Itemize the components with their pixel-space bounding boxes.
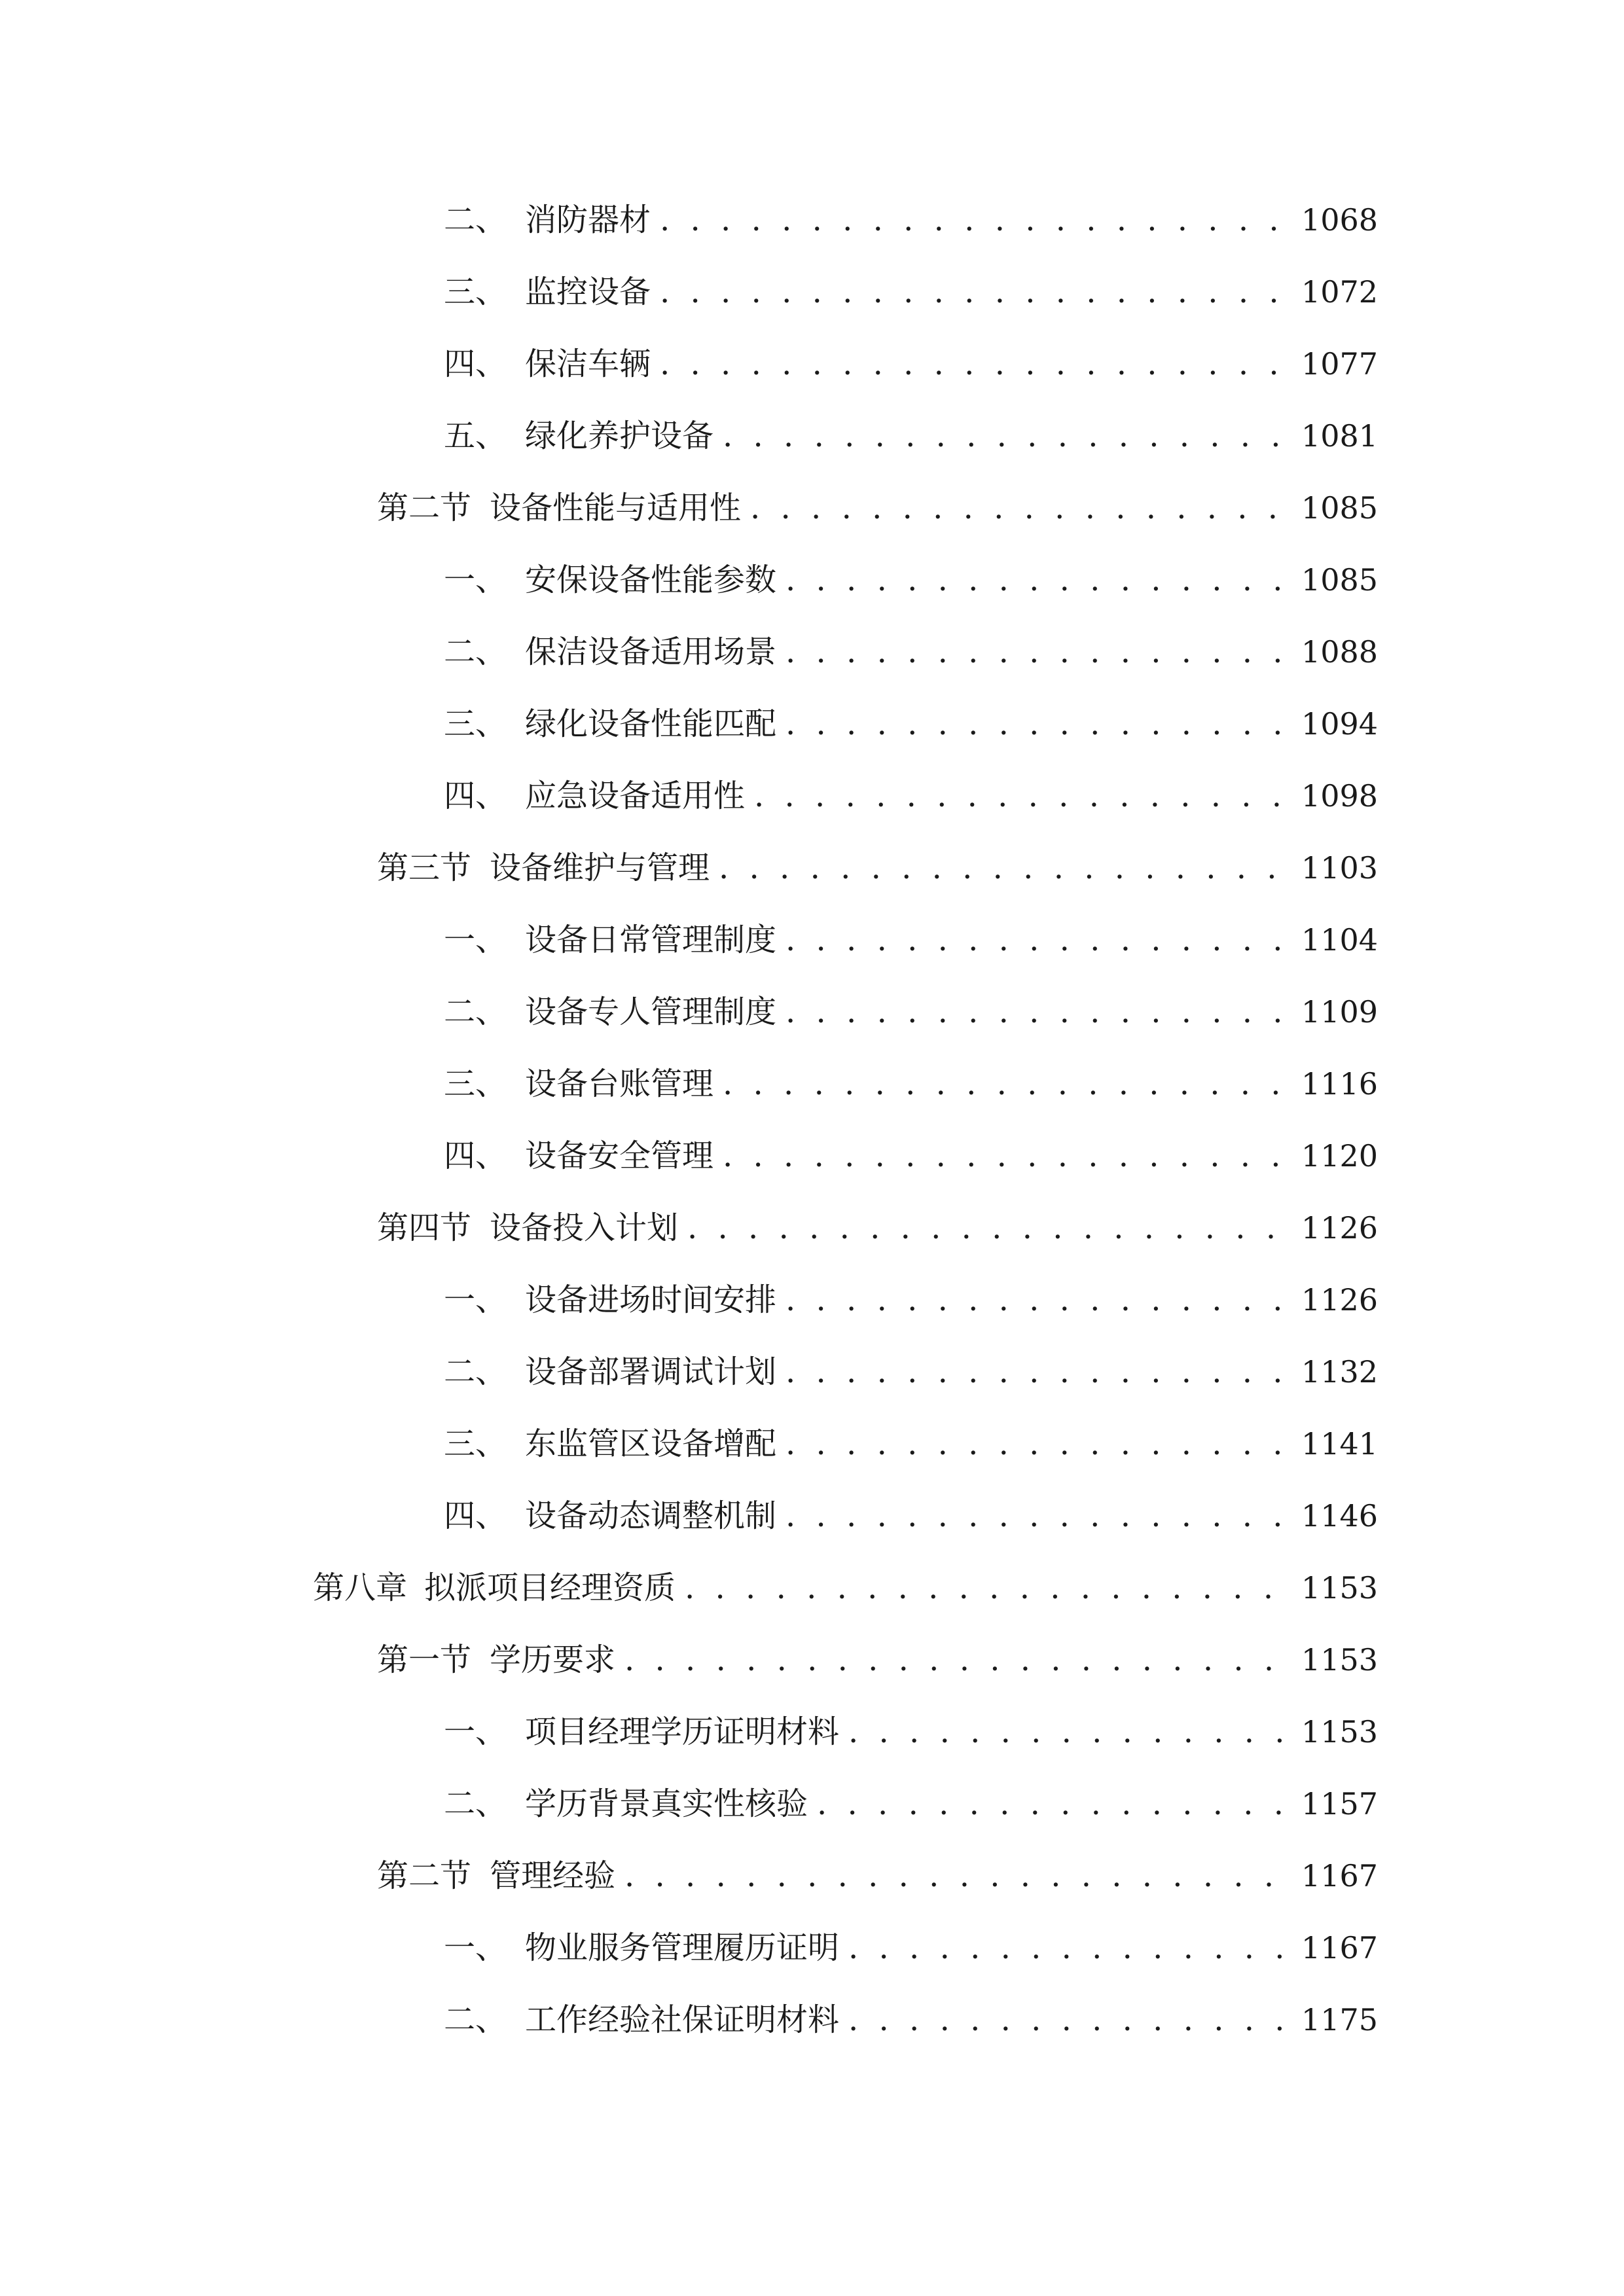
toc-entry-page: 1126 <box>1301 1210 1378 1246</box>
toc-entry[interactable] <box>0 698 1624 750</box>
toc-entry-page: 1081 <box>1301 418 1378 454</box>
toc-entry-number: 第八章 <box>313 1570 408 1606</box>
toc-entry[interactable] <box>0 986 1624 1038</box>
toc-entry-title: 设备部署调试计划 <box>525 1354 777 1390</box>
toc-entry-number: 三、 <box>444 1066 507 1102</box>
toc-entry-page: 1094 <box>1301 706 1378 742</box>
toc-entry-page: 1146 <box>1301 1498 1378 1534</box>
toc-entry-number: 三、 <box>444 1426 507 1462</box>
toc-entry-title: 监控设备 <box>525 274 651 310</box>
toc-entry-page: 1068 <box>1301 202 1378 238</box>
toc-dot-leader <box>754 770 1290 822</box>
toc-entry-title: 设备安全管理 <box>525 1138 714 1174</box>
toc-entry[interactable] <box>0 194 1624 246</box>
toc-entry-number: 一、 <box>444 1929 507 1966</box>
toc-entry-page: 1098 <box>1301 778 1378 814</box>
toc-entry-page: 1175 <box>1301 2002 1378 2037</box>
toc-entry[interactable] <box>0 1706 1624 1758</box>
toc-entry-number: 四、 <box>444 346 507 382</box>
toc-entry-title: 设备维护与管理 <box>490 850 710 886</box>
toc-entry-number: 二、 <box>444 1354 507 1390</box>
toc-entry-page: 1109 <box>1301 994 1378 1030</box>
toc-entry[interactable] <box>0 1058 1624 1110</box>
toc-entry-number: 三、 <box>444 274 507 310</box>
toc-dot-leader <box>785 1346 1290 1398</box>
toc-entry-number: 一、 <box>444 1713 507 1750</box>
toc-entry-number: 一、 <box>444 922 507 958</box>
toc-entry-page: 1088 <box>1301 634 1378 670</box>
toc-entry-number: 二、 <box>444 1785 507 1822</box>
toc-dot-leader <box>848 1706 1290 1758</box>
toc-entry[interactable] <box>0 338 1624 390</box>
toc-dot-leader <box>750 482 1290 534</box>
toc-entry[interactable] <box>0 1778 1624 1830</box>
toc-entry-title: 保洁设备适用场景 <box>525 634 777 670</box>
toc-dot-leader <box>785 554 1290 606</box>
toc-dot-leader <box>723 1058 1290 1110</box>
toc-entry-title: 设备性能与适用性 <box>490 490 742 526</box>
toc-entry-number: 第二节 <box>377 1857 472 1894</box>
toc-dot-leader <box>687 1202 1290 1254</box>
toc-entry-page: 1167 <box>1301 1858 1378 1893</box>
toc-dot-leader <box>848 1922 1290 1974</box>
toc-entry-title: 应急设备适用性 <box>525 778 746 814</box>
toc-entry-title: 管理经验 <box>490 1857 616 1894</box>
toc-entry-title: 设备进场时间安排 <box>525 1282 777 1318</box>
toc-entry-number: 二、 <box>444 2001 507 2038</box>
toc-entry-number: 第三节 <box>377 850 472 886</box>
toc-entry-number: 一、 <box>444 562 507 598</box>
toc-entry-number: 四、 <box>444 1498 507 1534</box>
toc-dot-leader <box>785 1490 1290 1542</box>
toc-entry-page: 1153 <box>1301 1714 1378 1749</box>
toc-entry-title: 设备专人管理制度 <box>525 994 777 1030</box>
toc-dot-leader <box>660 266 1290 318</box>
toc-chapter-entry[interactable] <box>0 1562 1624 1614</box>
toc-entry-page: 1120 <box>1301 1138 1378 1174</box>
toc-entry[interactable] <box>0 1994 1624 2046</box>
toc-dot-leader <box>723 1130 1290 1182</box>
toc-entry-page: 1103 <box>1301 850 1378 886</box>
toc-entry-page: 1104 <box>1301 922 1378 958</box>
toc-entry-number: 三、 <box>444 706 507 742</box>
toc-entry-page: 1141 <box>1301 1426 1378 1462</box>
toc-entry-number: 第二节 <box>377 490 472 526</box>
toc-entry-page: 1153 <box>1301 1642 1378 1677</box>
toc-entry[interactable] <box>0 266 1624 318</box>
toc-entry-title: 工作经验社保证明材料 <box>525 2001 840 2038</box>
toc-entry[interactable] <box>0 1490 1624 1542</box>
toc-dot-leader <box>785 1274 1290 1326</box>
toc-entry-page: 1085 <box>1301 562 1378 598</box>
toc-entry-number: 第四节 <box>377 1210 472 1246</box>
toc-dot-leader <box>817 1778 1290 1830</box>
toc-entry-page: 1126 <box>1301 1282 1378 1318</box>
toc-entry-title: 绿化养护设备 <box>525 418 714 454</box>
toc-entry[interactable] <box>0 770 1624 822</box>
toc-entry-title: 消防器材 <box>525 202 651 238</box>
toc-entry[interactable] <box>0 1274 1624 1326</box>
toc-entry-title: 设备投入计划 <box>490 1210 679 1246</box>
toc-entry-number: 二、 <box>444 634 507 670</box>
toc-entry[interactable] <box>0 626 1624 678</box>
toc-entry-number: 五、 <box>444 418 507 454</box>
toc-entry[interactable] <box>0 1346 1624 1398</box>
toc-entry-title: 设备台账管理 <box>525 1066 714 1102</box>
toc-entry-page: 1157 <box>1301 1786 1378 1821</box>
toc-dot-leader <box>848 1994 1290 2046</box>
toc-entry[interactable] <box>0 1130 1624 1182</box>
toc-section-entry[interactable] <box>0 482 1624 534</box>
toc-entry-page: 1085 <box>1301 490 1378 526</box>
toc-entry-page: 1077 <box>1301 346 1378 382</box>
toc-dot-leader <box>785 914 1290 966</box>
toc-dot-leader <box>719 842 1290 894</box>
toc-entry-title: 绿化设备性能匹配 <box>525 706 777 742</box>
toc-entry-title: 安保设备性能参数 <box>525 562 777 598</box>
toc-entry-number: 四、 <box>444 778 507 814</box>
toc-entry-page: 1167 <box>1301 1930 1378 1965</box>
toc-entry-title: 物业服务管理履历证明 <box>525 1929 840 1966</box>
toc-entry-title: 学历背景真实性核验 <box>525 1785 808 1822</box>
toc-dot-leader <box>660 338 1290 390</box>
toc-entry[interactable] <box>0 1418 1624 1470</box>
toc-dot-leader <box>660 194 1290 246</box>
toc-entry-title: 设备动态调整机制 <box>525 1498 777 1534</box>
toc-dot-leader <box>785 986 1290 1038</box>
toc-dot-leader <box>785 626 1290 678</box>
toc-entry-number: 四、 <box>444 1138 507 1174</box>
toc-section-entry[interactable] <box>0 1202 1624 1254</box>
toc-section-entry[interactable] <box>0 1850 1624 1902</box>
toc-entry-title: 学历要求 <box>490 1641 616 1678</box>
toc-dot-leader <box>723 410 1290 462</box>
toc-entry-title: 保洁车辆 <box>525 346 651 382</box>
toc-entry-number: 一、 <box>444 1282 507 1318</box>
toc-entry-title: 项目经理学历证明材料 <box>525 1713 840 1750</box>
toc-entry-page: 1153 <box>1301 1570 1378 1605</box>
toc-entry-page: 1116 <box>1301 1066 1378 1102</box>
toc-section-entry[interactable] <box>0 842 1624 894</box>
toc-entry-number: 二、 <box>444 994 507 1030</box>
toc-entry[interactable] <box>0 554 1624 606</box>
toc-entry-page: 1132 <box>1301 1354 1378 1390</box>
toc-dot-leader <box>785 1418 1290 1470</box>
toc-entry-page: 1072 <box>1301 274 1378 310</box>
toc-entry[interactable] <box>0 410 1624 462</box>
toc-entry-title: 东监管区设备增配 <box>525 1426 777 1462</box>
toc-entry-number: 二、 <box>444 202 507 238</box>
toc-entry[interactable] <box>0 914 1624 966</box>
toc-entry-title: 拟派项目经理资质 <box>424 1570 676 1606</box>
toc-entry[interactable] <box>0 1922 1624 1974</box>
toc-entry-title: 设备日常管理制度 <box>525 922 777 958</box>
toc-dot-leader <box>624 1634 1290 1686</box>
toc-dot-leader <box>685 1562 1290 1614</box>
toc-section-entry[interactable] <box>0 1634 1624 1686</box>
toc-dot-leader <box>785 698 1290 750</box>
toc-entry-number: 第一节 <box>377 1641 472 1678</box>
toc-dot-leader <box>624 1850 1290 1902</box>
